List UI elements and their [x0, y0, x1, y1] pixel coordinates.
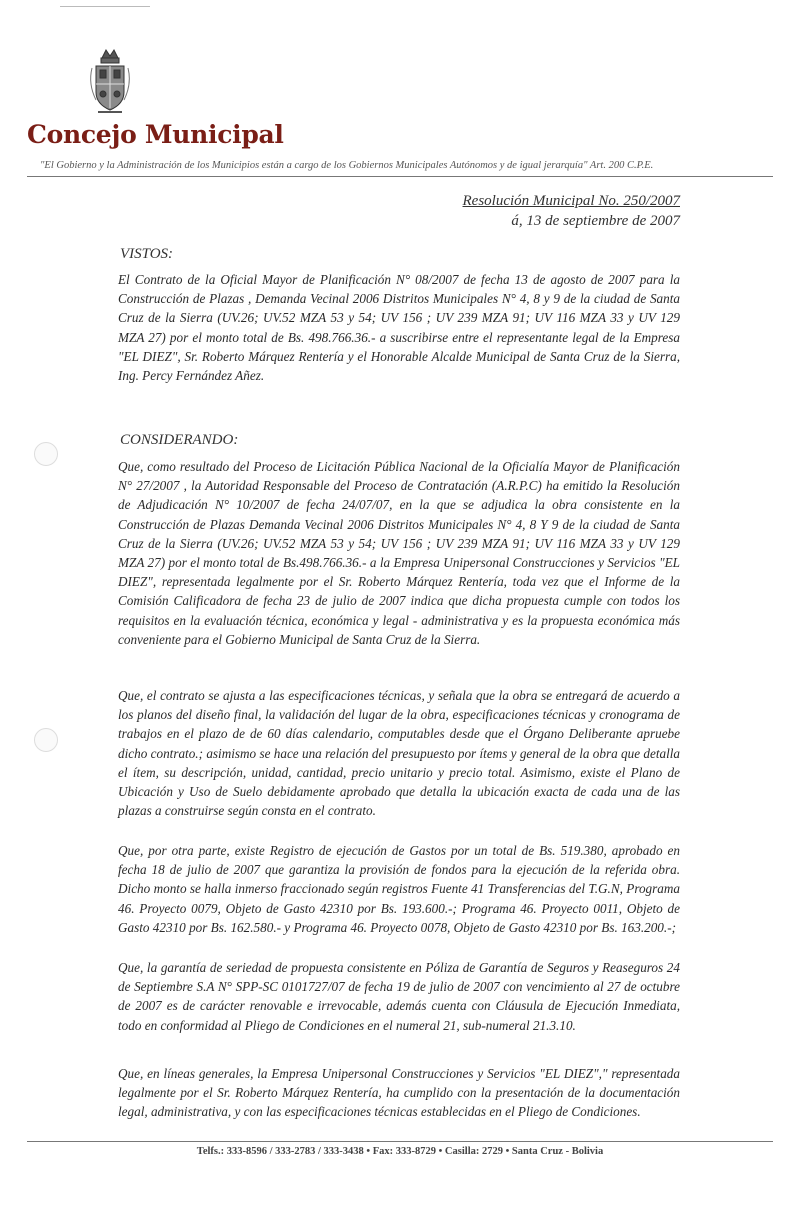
punch-hole: [34, 442, 58, 466]
considerando-paragraph-4: Que, la garantía de seriedad de propuesta consistente en Póliza de Garantía de Seguros y Reaseguros 24 de Septiembre S.A N° SPP-SC 0101727/07 de fecha 19 de julio de 2007 con vencimiento al 27 de octubre de 2007 es de carácter renovable e irrevocable, además cuenta con Cláusula de Ejecución Inmediata, todo en conformidad al Pliego de Condiciones en el numeral 21, sub-numeral 21.3.10.: [118, 960, 680, 1033]
vistos-heading: VISTOS:: [120, 246, 174, 262]
considerando-paragraph-1: Que, como resultado del Proceso de Licitación Pública Nacional de la Oficialía Mayor de Planificación N° 27/2007 , la Autoridad Responsable del Proceso de Contratación (A.R.P.C) ha emitido la Resolución de Adjudicación N° 10/2007 de fecha 24/07/07, en la que se adjudica la obra consistente en la Construcción de Plazas Demanda Vecinal 2006 Distritos Municipales N° 4, 8 Y 9 de la ciudad de Santa Cruz de la Sierra (UV.26; UV.52 MZA 53 y 54; UV 156 ; UV 239 MZA 91; UV 116 MZA 33 y UV 129 MZA 27) por el monto total de Bs.498.766.36.- a la Empresa Unipersonal Construcciones y Servicios "EL DIEZ", representada legalmente por el Sr. Roberto Márquez Rentería, toda vez que el Informe de la Comisión Calificadora de fecha 23 de julio de 2007 indica que dicha propuesta cumple con todos los requisitos en la evaluación técnica, económica y legal - administrativa y es la propuesta económica más conveniente para el Gobierno Municipal de Santa Cruz de la Sierra.: [118, 459, 680, 647]
considerando-paragraph-5: Que, en líneas generales, la Empresa Unipersonal Construcciones y Servicios "EL DIEZ"," representada legalmente por el Sr. Roberto Márquez Rentería, ha cumplido con la presentación de la documentación legal, administrativa, y con las especificaciones técnicas establecidas en el Pliego de Condiciones.: [118, 1066, 680, 1120]
vistos-paragraph: El Contrato de la Oficial Mayor de Planificación N° 08/2007 de fecha 13 de agosto de 2007 para la Construcción de Plazas , Demanda Vecinal 2006 Distritos Municipales N° 4, 8 y 9 de la ciudad de Santa Cruz de la Sierra (UV.26; UV.52 MZA 53 y 54; UV 156 ; UV 239 MZA 91; UV 116 MZA 33 y UV 129 MZA 27) por el monto total de Bs. 498.766.36.- a suscribirse entre el representante legal de la Empresa "EL DIEZ", Sr. Roberto Márquez Rentería y el Honorable Alcalde Municipal de Santa Cruz de la Sierra, Ing. Percy Fernández Añez.: [118, 272, 680, 384]
motto: "El Gobierno y la Administración de los Municipios están a cargo de los Gobiernos Municipales Autónomos y de igual jerarquía" Art. 200 C.P.E.: [40, 160, 654, 171]
considerando-paragraph-3: Que, por otra parte, existe Registro de ejecución de Gastos por un total de Bs. 519.380, aprobado en fecha 18 de julio de 2007 que garantiza la provisión de fondos para la ejecución de la referida obra. Dicho monto se halla inmerso fraccionado según registros Fuente 41 Transferencias del T.G.N, Programa 46. Proyecto 0079, Objeto de Gasto 42310 por Bs. 193.600.-; Programa 46. Proyecto 0011, Objeto de Gasto 42310 por Bs. 162.580.- y Programa 46. Proyecto 0078, Objeto de Gasto 42310 por Bs. 163.200.-;: [118, 843, 680, 935]
punch-hole: [34, 728, 58, 752]
header-divider: [27, 176, 773, 177]
top-scan-line: [60, 6, 150, 7]
considerando-paragraph-2: Que, el contrato se ajusta a las especificaciones técnicas, y señala que la obra se entregará de acuerdo a los planos del diseño final, la validación del lugar de la obra, especificaciones técnicas y cronograma de trabajos en el plazo de de 60 días calendario, computables desde que el Órgano Deliberante apruebe dicho contrato.; asimismo se hace una relación del presupuesto por ítems y general de la obra que detalla el ítem, su descripción, unidad, cantidad, precio unitario y precio total. Asimismo, existe el Plano de Ubicación y Uso de Suelo debidamente aprobado que detalla la ubicación exacta de cada una de las plazas a construirse según consta en el contrato.: [118, 688, 680, 819]
resolution-date: á, 13 de septiembre de 2007: [511, 213, 680, 229]
considerando-heading: CONSIDERANDO:: [120, 432, 239, 448]
footer-divider: [27, 1141, 773, 1142]
footer-contact: Telfs.: 333-8596 / 333-2783 / 333-3438 • Fax: 333-8729 • Casilla: 2729 • Santa Cruz - Bolivia: [196, 1146, 604, 1157]
resolution-title: Resolución Municipal No. 250/2007: [462, 193, 680, 209]
coat-of-arms-icon: [82, 44, 138, 126]
org-name: Concejo Municipal: [27, 120, 284, 149]
